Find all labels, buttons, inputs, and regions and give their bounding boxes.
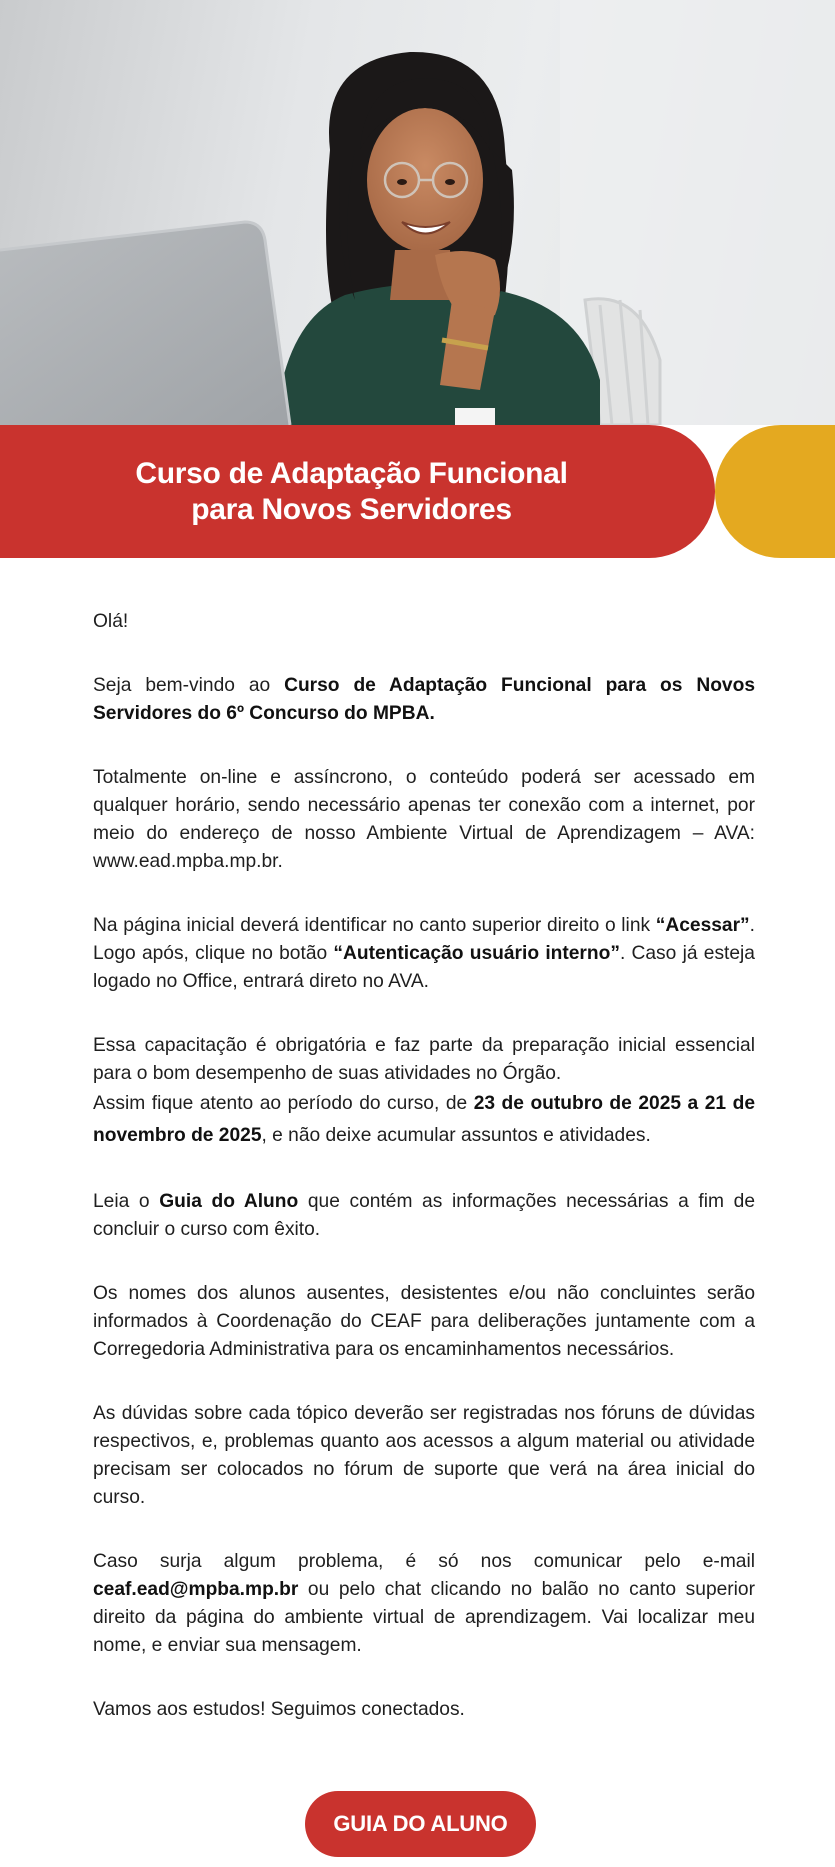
closing-paragraph: Vamos aos estudos! Seguimos conectados. <box>93 1699 465 1720</box>
guide-text-end: que contém as informações necessárias a fim de concluir o curso com êxito. <box>93 1191 755 1240</box>
login-text-start: Na página inicial deverá identificar no canto superior direito o link <box>93 915 656 936</box>
period-text-end: , e não deixe acumular assuntos e atividades. <box>261 1125 651 1146</box>
page-title <box>135 456 567 528</box>
email-body <box>93 608 755 1760</box>
login-text-middle: . Logo após, clique no botão <box>93 915 755 964</box>
period-text-start: Assim fique atento ao período do curso, de <box>93 1093 474 1114</box>
mandatory-paragraph: Essa capacitação é obrigatória e faz parte da preparação inicial essencial para o bom desempenho de suas atividades no Órgão. <box>93 1035 755 1084</box>
doubts-paragraph: As dúvidas sobre cada tópico deverão ser registradas nos fóruns de dúvidas respectivos, e, problemas quanto aos acessos a algum material ou atividade precisam ser colocados no fórum de suporte que verá na área inicial do curso. <box>93 1403 755 1508</box>
title-line-2: para Novos Servidores <box>191 492 512 526</box>
access-paragraph: Totalmente on-line e assíncrono, o conteúdo poderá ser acessado em qualquer horário, sendo necessário apenas ter conexão com a internet, por meio do endereço de nosso Ambiente Virtual de Aprendizagem – AVA: www.ead.mpba.mp.br. <box>93 767 755 872</box>
acessar-link-label: “Acessar” <box>655 915 750 936</box>
course-dates: 23 de outubro de 2025 a 21 de novembro de 2025 <box>93 1093 755 1146</box>
absent-paragraph: Os nomes dos alunos ausentes, desistentes e/ou não concluintes serão informados à Coordenação do CEAF para deliberações juntamente com a Corregedoria Administrativa para os encaminhamentos necessários. <box>93 1283 755 1360</box>
title-line-1: Curso de Adaptação Funcional <box>135 456 568 490</box>
student-guide-button[interactable]: GUIA DO ALUNO <box>305 1791 536 1857</box>
contact-email[interactable]: ceaf.ead@mpba.mp.br <box>93 1579 299 1600</box>
course-name: Curso de Adaptação Funcional para os Novos Servidores do 6º Concurso do MPBA. <box>93 675 755 724</box>
login-text-end: . Caso já esteja logado no Office, entrará direto no AVA. <box>93 943 755 992</box>
welcome-paragraph <box>93 672 755 728</box>
contact-text-start: Caso surja algum problema, é só nos comunicar pelo e-mail <box>93 1551 755 1572</box>
greeting: Olá! <box>93 611 129 632</box>
contact-text-end: ou pelo chat clicando no balão no canto superior direito da página do ambiente virtual de aprendizagem. Vai localizar meu nome, e enviar sua mensagem. <box>93 1579 755 1656</box>
welcome-text: Seja bem-vindo ao <box>93 675 285 696</box>
hero-photo <box>0 0 835 425</box>
guide-paragraph <box>93 1188 755 1244</box>
guide-name: Guia do Aluno <box>159 1191 299 1212</box>
course-title-banner <box>0 425 715 558</box>
authentication-button-label: “Autenticação usuário interno” <box>333 943 620 964</box>
decorative-yellow-shape <box>715 425 835 558</box>
login-paragraph <box>93 912 755 996</box>
period-paragraph <box>93 1088 755 1152</box>
contact-paragraph <box>93 1548 755 1660</box>
woman-at-laptop-illustration <box>0 0 835 425</box>
guide-text-start: Leia o <box>93 1191 160 1212</box>
